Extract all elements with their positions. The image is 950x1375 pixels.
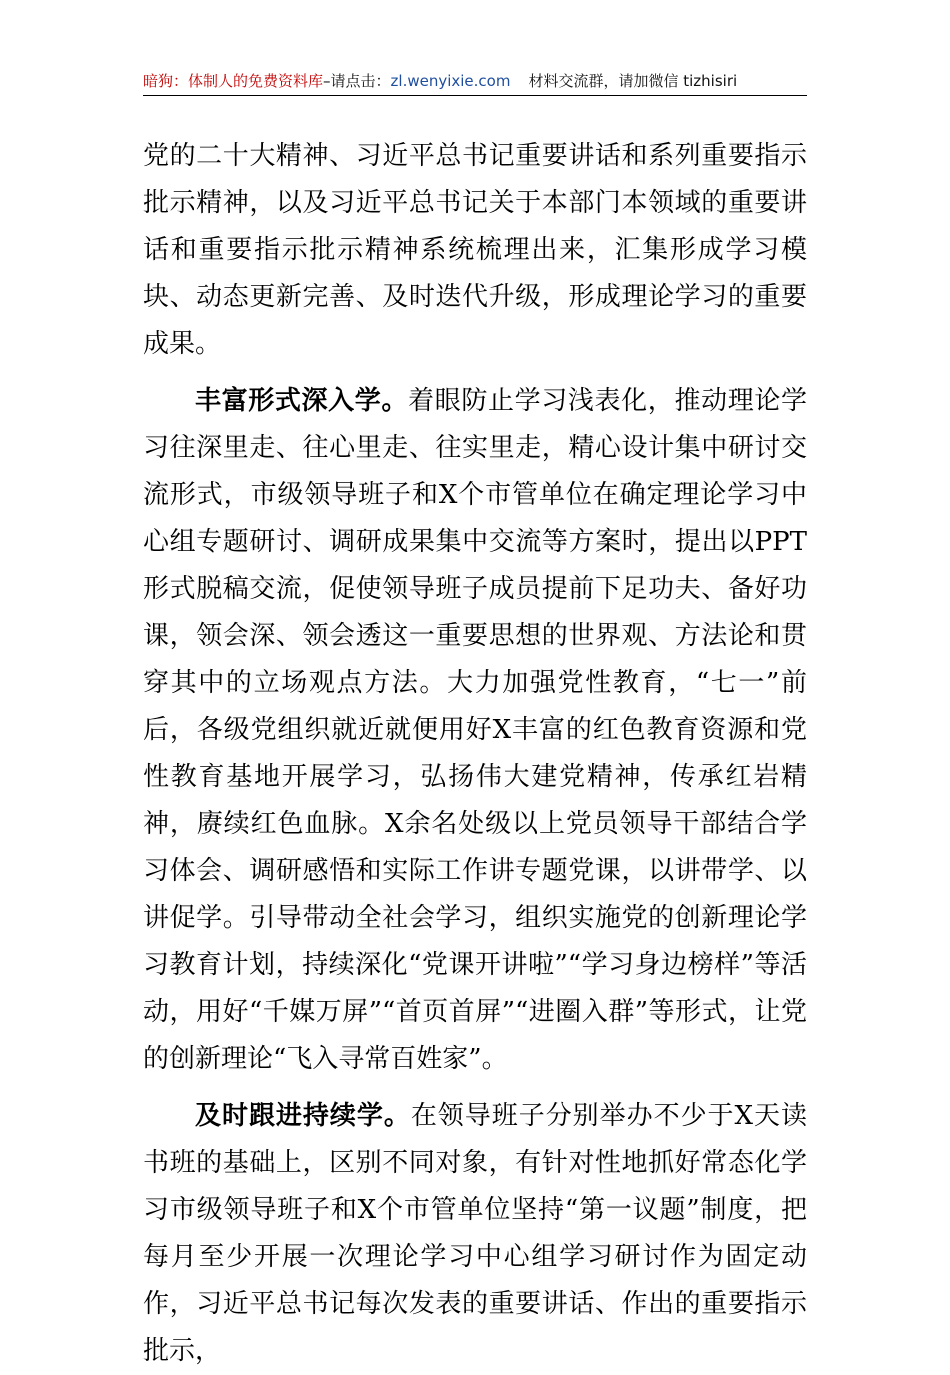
paragraph-lead: 及时跟进持续学。 xyxy=(195,1101,411,1131)
header-divider xyxy=(143,95,807,96)
paragraph-text: 党的二十大精神、习近平总书记重要讲话和系列重要指示批示精神，以及习近平总书记关于本部门本领域的重要讲话和重要指示批示精神系统梳理出来，汇集形成学习模块、动态更新完善、及时迭代升级，形成理论学习的重要成果。 xyxy=(143,141,807,359)
paragraph-lead: 丰富形式深入学。 xyxy=(195,386,409,416)
document-body xyxy=(143,133,807,1375)
header-wechat-text: 材料交流群，请加微信 tizhisiri xyxy=(528,72,738,90)
paragraph-text: 在领导班子分别举办不少于X天读书班的基础上，区别不同对象，有针对性地抓好常态化学习市级领导班子和X个市管单位坚持“第一议题”制度，把每月至少开展一次理论学习中心组学习研讨作为固定动作，习近平总书记每次发表的重要讲话、作出的重要指示批示， xyxy=(143,1101,807,1366)
paragraph-follow-up xyxy=(143,1093,807,1375)
paragraph-continuation xyxy=(143,133,807,368)
paragraph-text: 着眼防止学习浅表化，推动理论学习往深里走、往心里走、往实里走，精心设计集中研讨交流形式，市级领导班子和X个市管单位在确定理论学习中心组专题研讨、调研成果集中交流等方案时，提出以PPT形式脱稿交流，促使领导班子成员提前下足功夫、备好功课，领会深、领会透这一重要思想的世界观、方法论和贯穿其中的立场观点方法。大力加强党性教育，“七一”前后，各级党组织就近就便用好X丰富的红色教育资源和党性教育基地开展学习，弘扬伟大建党精神，传承红岩精神，赓续红色血脉。X余名处级以上党员领导干部结合学习体会、调研感悟和实际工作讲专题党课，以讲带学、以讲促学。引导带动全社会学习，组织实施党的创新理论学习教育计划，持续深化“党课开讲啦”“学习身边榜样”等活动，用好“千媒万屏”“首页首屏”“进圈入群”等形式，让党的创新理论“飞入寻常百姓家”。 xyxy=(143,386,807,1074)
header-click-prefix: –请点击： xyxy=(323,72,391,90)
paragraph-enrich-forms xyxy=(143,378,807,1083)
header-site-name: 暗狗：体制人的免费资料库 xyxy=(143,72,324,90)
header-url-link[interactable]: zl.wenyixie.com xyxy=(390,72,511,90)
page-header xyxy=(143,68,807,94)
